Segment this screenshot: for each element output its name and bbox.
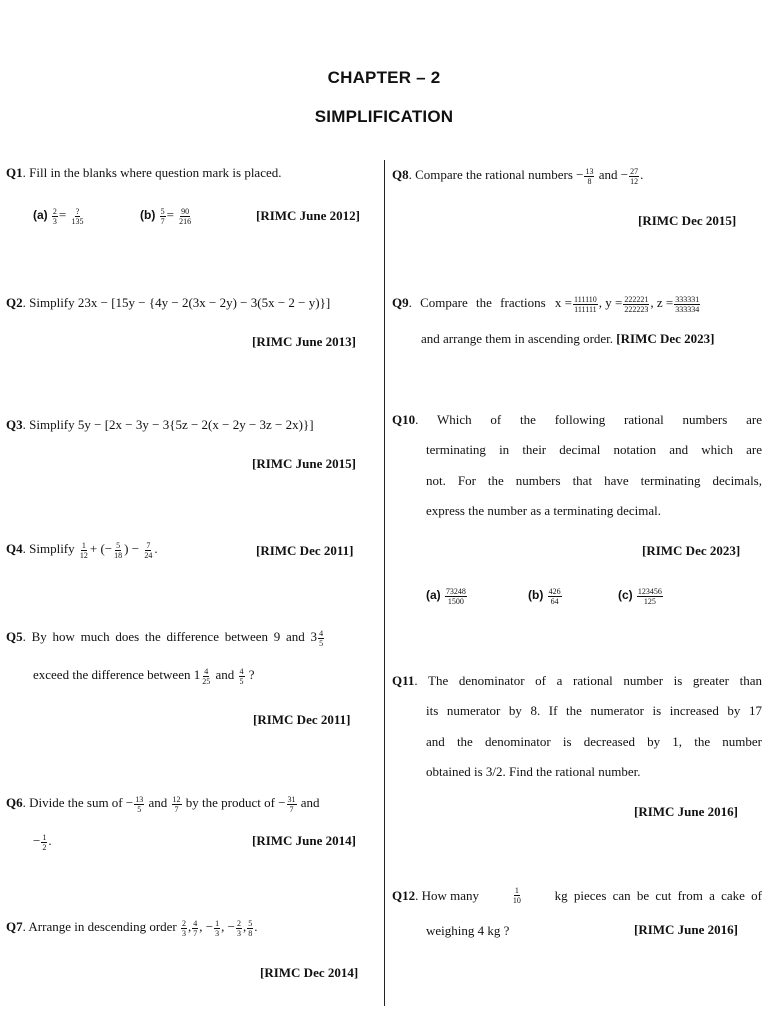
- chapter-title: SIMPLIFICATION: [314, 107, 454, 126]
- q1-option-b: (b) $\frac{5}{7}$ = $\frac{90}{216}$: [140, 206, 192, 226]
- q2-text: Q2. Simplify 23x − [15y − {4y − 2(3x − 2y) − 3(5x − 2 − y)}]: [6, 295, 331, 310]
- q8-number: Q8: [392, 167, 409, 182]
- q1-b-fraction-2: $\frac{90}{216}$: [179, 206, 192, 226]
- q10-line-4: express the number as a terminating decimal.: [426, 503, 662, 518]
- q11-source: [RIMC June 2016]: [634, 804, 738, 819]
- q10-option-b: (b) $\frac{426}{64}$: [528, 586, 561, 606]
- q12-line-2: weighing 4 kg ?: [426, 923, 510, 938]
- q11-line-4: obtained is 3/2. Find the rational number.: [426, 764, 641, 779]
- q7-source: [RIMC Dec 2014]: [260, 965, 359, 980]
- q4-number: Q4: [6, 541, 23, 556]
- q10-line-1: Q10. Which of the following rational numbers are: [392, 412, 762, 427]
- q10-option-c: (c) $\frac{123456}{125}$: [618, 586, 662, 606]
- q5-line-2: exceed the difference between 1 $\frac{4}{25}$ and $\frac{4}{5}$ ?: [33, 666, 255, 686]
- q9-line-2: and arrange them in ascending order. [RIMC Dec 2023]: [421, 331, 715, 346]
- q10-line-2: terminating in their decimal notation and which are: [426, 442, 762, 457]
- q3-source: [RIMC June 2015]: [252, 456, 356, 471]
- q12-source: [RIMC June 2016]: [634, 922, 738, 937]
- q8-text: Q8. Compare the rational numbers − $\frac{13}{8}$ and − $\frac{27}{12}$ .: [392, 166, 644, 186]
- q7-number: Q7: [6, 919, 23, 934]
- q1-option-a: (a) $\frac{2}{3}$ = $\frac{?}{135}$: [33, 206, 84, 226]
- q3-number: Q3: [6, 417, 23, 432]
- q1-a-fraction-2: $\frac{?}{135}$: [71, 206, 84, 226]
- q5-source: [RIMC Dec 2011]: [253, 712, 351, 727]
- q10-option-a: (a) $\frac{73248}{1500}$: [426, 586, 466, 606]
- q9-line-1: Q9. Compare the fractions x = $\frac{111110}{111111}$ , y = $\frac{222221}{222223}$ , z = $\frac{333331}{333334}$: [392, 294, 700, 314]
- q2-number: Q2: [6, 295, 23, 310]
- q1-a-fraction-1: $\frac{2}{3}$: [52, 206, 57, 226]
- q11-line-1: Q11. The denominator of a rational number is greater than: [392, 673, 762, 688]
- q5-line-1: Q5. By how much does the difference between 9 and 3 $\frac{4}{5}$: [6, 628, 324, 648]
- q11-line-2: its numerator by 8. If the numerator is increased by 17: [426, 703, 762, 718]
- q6-source: [RIMC June 2014]: [252, 833, 356, 848]
- column-divider: [384, 160, 385, 1006]
- q10-line-3: not. For the numbers that have terminating decimals,: [426, 473, 762, 488]
- q11-number: Q11: [392, 673, 415, 688]
- q4-source: [RIMC Dec 2011]: [256, 543, 354, 558]
- q9-source: [RIMC Dec 2023]: [616, 331, 715, 346]
- q6-line-1: Q6. Divide the sum of − $\frac{13}{5}$ and $\frac{12}{7}$ by the product of − $\frac{31}{7}$ and: [6, 794, 320, 814]
- q11-line-3: and the denominator is decreased by 1, the number: [426, 734, 762, 749]
- q1-b-fraction-1: $\frac{5}{7}$: [160, 206, 165, 226]
- q10-number: Q10: [392, 412, 416, 427]
- q3-text: Q3. Simplify 5y − [2x − 3y − 3{5z − 2(x − 2y − 3z − 2x)}]: [6, 417, 314, 432]
- q12-number: Q12: [392, 887, 416, 903]
- q7-text: Q7. Arrange in descending order $\frac{2}{3}$ , $\frac{4}{7}$ , − $\frac{1}{3}$ , − $\frac{2}{3}$ , $\frac{5}{8}$ .: [6, 918, 258, 938]
- q1-number: Q1: [6, 165, 23, 180]
- q4-text: Q4. Simplify $\frac{1}{12}$ + (− $\frac{5}{18}$ ) − $\frac{7}{24}$ .: [6, 540, 158, 560]
- q1-source: [RIMC June 2012]: [256, 208, 360, 223]
- q6-line-2: − $\frac{1}{2}$ .: [33, 832, 52, 852]
- q5-number: Q5: [6, 629, 23, 644]
- q9-number: Q9: [392, 295, 409, 310]
- q6-number: Q6: [6, 795, 23, 810]
- q8-source: [RIMC Dec 2015]: [638, 213, 737, 228]
- q12-line-1: Q12. How many $\frac{1}{10}$ kg pieces can be cut from a cake of: [392, 886, 762, 905]
- q10-source: [RIMC Dec 2023]: [642, 543, 741, 558]
- chapter-heading: CHAPTER – 2: [327, 68, 441, 87]
- q2-source: [RIMC June 2013]: [252, 334, 356, 349]
- q1-text: Q1. Fill in the blanks where question mark is placed.: [6, 165, 282, 180]
